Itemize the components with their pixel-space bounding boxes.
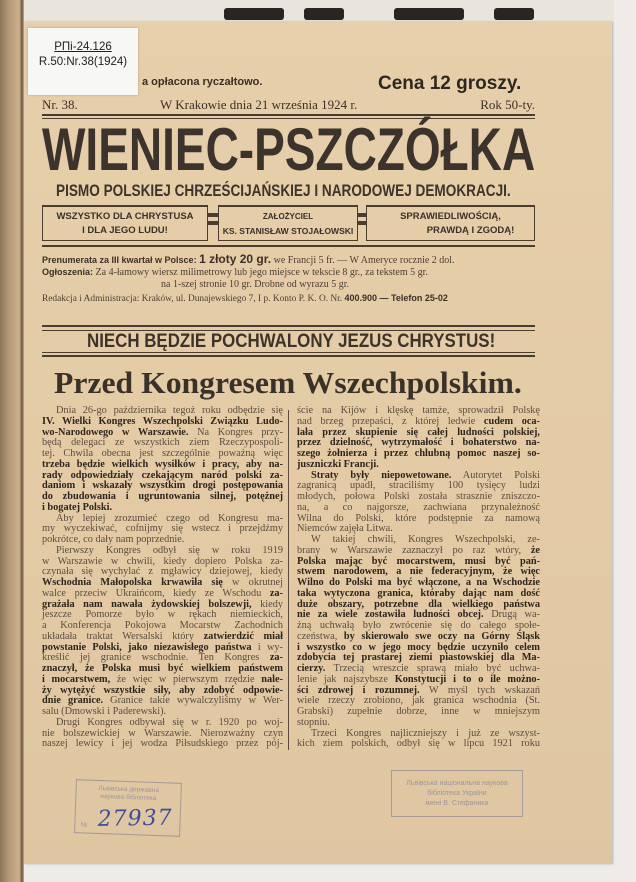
motto-line: I DLA JEGO LUDU!	[82, 225, 168, 236]
text: nie bolszewickiej w Warszawie. Nierozważny czyn	[42, 727, 283, 739]
bold-text: daniom i wskazały wszystkim drogi postępowania	[42, 480, 283, 492]
bold-text: Polska mając być mocarstwem, musi być pań-	[297, 555, 540, 567]
address-info: Redakcja i Administracja: Kraków, ul. Dunajewskiego 7, I p. Konto P. K. O. Nr. 400.900 — Telefon 25-02	[42, 293, 448, 304]
bold-text: by skierowało swe oczy na Górny Śląsk	[343, 630, 540, 642]
bold-text: ży wytężyć wszystkie siły, aby zdobyć odpowie-	[42, 684, 283, 696]
text: młodych, połowa Polski została strasznie zniszczo-	[297, 491, 540, 502]
column-divider	[288, 410, 289, 750]
place-date: W Krakowie dnia 21 września 1924 r.	[160, 97, 358, 112]
greeting-banner: NIECH BĘDZIE POCHWALONY JEZUS CHRYSTUS!	[87, 331, 496, 352]
bold-text: lała przez skupienie się całej ludności polskiej,	[297, 426, 540, 438]
text: Trzeci Kongres najliczniejszy i już ze wszyst-	[311, 727, 540, 739]
text: Wilna do Polski, które podstępnie za namową	[297, 512, 540, 524]
text: Drugi Kongres odbywał się w r. 1920 po woj-	[56, 716, 283, 728]
text: kich ziem polskich, odbył się w lipcu 1921 roku	[297, 738, 540, 750]
text: Granice takie wywalczyliśmy w Wer-	[103, 695, 283, 707]
bold-text: IV. Wielki Kongres Wszechpolski Związku Ludo-	[42, 415, 283, 427]
price: Cena 12 groszy.	[378, 73, 522, 94]
text: w Warszawie w chwili, kiedy dopiero Polska za-	[42, 555, 283, 567]
text: na, a co najgorsze, zachwiana przynależność	[297, 501, 540, 513]
bold-text: i wszystko co w jego mocy będzie uczyniło celem	[297, 641, 540, 653]
connector	[358, 213, 366, 217]
bold-text: powstanie Polski, jako niezawisłego państwa	[42, 641, 252, 653]
bold-text: za-	[269, 652, 283, 664]
bold-text: stwem narodowem, a nie federacyjnym, że więc	[297, 566, 540, 578]
inventory-row: № 27937	[80, 805, 173, 832]
bold-text: cudem oca-	[483, 415, 540, 427]
text: W takiej chwili, Kongres Wszechpolski, ze-	[311, 534, 540, 545]
text: W myśl tych wskazań	[419, 684, 540, 696]
text: Drugą wa-	[483, 609, 540, 621]
bold-text: zatwierdzić miał	[203, 630, 284, 642]
text: stopniu.	[297, 716, 330, 728]
bold-text: Straty były niepowetowane.	[311, 469, 452, 481]
bold-text: nale-	[261, 673, 284, 685]
text: pokrótce, co dały nam poprzednie.	[42, 534, 185, 545]
bold-text: za-	[269, 587, 283, 599]
bold-text: ści zdrowej i rozumnej.	[297, 684, 420, 696]
bold-text: zdobycia tej prastarej ziemi piastowskiej dla Ma-	[297, 652, 540, 664]
volume-number: R.50:Nr.38(1924)	[38, 56, 128, 68]
ads-info: Ogłoszenia: Za 4-łamowy wiersz milimetrowy lub jego miejsce w tekscie 8 gr., za tekstem 5 gr.	[42, 267, 428, 278]
library-ownership-stamp: Львівська національна наукова бібліотека України імені В. Стефаника	[391, 770, 523, 817]
call-number: РПі-24.126	[54, 41, 112, 53]
text: jeszcze Pomorze było w rękach niemieckich,	[42, 609, 283, 621]
issue-number: Nr. 38.	[42, 97, 78, 112]
text: nad brzeg przepaści, z której ledwie	[297, 415, 484, 427]
newspaper-subtitle: PISMO POLSKIEJ CHRZEŚCIJAŃSKIEJ I NARODOWEJ DEMOKRACJI.	[56, 181, 511, 200]
bold-text: szego żołnierza i przez chlubną pomoc naszej so-	[297, 448, 540, 459]
text: czeństwa,	[297, 630, 344, 642]
article-column-1	[42, 406, 283, 750]
bold-text: duże obszary, potrzebne dla wielkiego państwa	[297, 598, 540, 610]
text: Aby lepiej zrozumieć czego od Kongresu ma-	[56, 512, 283, 524]
adjacent-page-edge	[0, 0, 24, 882]
text: Pierwszy Kongres odbył się w roku 1919	[56, 544, 283, 556]
text: Autorytet Polski	[451, 469, 541, 481]
text: Na Kongres przy-	[188, 426, 283, 438]
text-line	[297, 739, 540, 750]
text-line	[42, 739, 283, 750]
text: będą delegaci ze wszystkich ziem Rzeczypospoli-	[42, 437, 283, 449]
founder-label: ZAŁOŻYCIEL	[262, 212, 314, 221]
bold-text: i mocarstwem,	[42, 673, 111, 685]
bold-text: juszniczki Francji.	[297, 458, 379, 470]
bold-text: że	[530, 544, 540, 556]
text: Niemców zajęła Litwa.	[297, 523, 393, 535]
text: my wyczekiwać, cofnijmy się wstecz i przejdźmy	[42, 523, 283, 535]
bold-text: przez dzielność, wytrzymałość i bohaterstwo na-	[297, 437, 540, 449]
founder-name: KS. STANISŁAW STOJAŁOWSKI	[222, 226, 354, 236]
motto-box	[366, 205, 535, 241]
article-headline: Przed Kongresem Wszechpolskim.	[54, 365, 522, 400]
text: Trzecią wreszcie sprawą miało być uchwa-	[325, 663, 540, 674]
bold-text: nie za wiele zostawiła ludności obcej.	[297, 609, 484, 621]
text: czynała się wychylać z mgławicy dziejowej, kiedy	[42, 566, 283, 578]
subscription-info: Prenumerata za III kwartał w Polsce: 1 złoty 20 gr. we Francji 5 fr. — W Ameryce rocznie 2 dol.	[42, 252, 455, 266]
motto-line: PRAWDĄ I ZGODĄ!	[426, 225, 515, 236]
text: naszej lewicy i jej wodza Piłsudskiego przez pój-	[42, 738, 283, 750]
text: tej. Chwila obecna jest szczególnie poważną więc	[42, 448, 283, 459]
bold-text: i bogatej Polski.	[42, 501, 113, 513]
previous-page-bleed	[24, 0, 614, 24]
rule	[42, 325, 535, 327]
text: zagranicą upadł, straciliśmy 100 tysięcy ludzi	[297, 480, 540, 492]
text: brany w Warszawie zaznaczył po raz wtóry,	[297, 544, 531, 556]
text: żną uchwałą było zwrócenie się do całego społe-	[297, 620, 540, 631]
bold-text: rady odpowiedziały czekającym naród polski za-	[42, 469, 283, 481]
rule	[42, 355, 535, 357]
postage-note: a opłacona ryczałtowo.	[142, 76, 263, 88]
rule	[42, 352, 535, 353]
bold-text: Wilno do Polski ma być włączone, a na Wschodzie	[297, 577, 540, 588]
library-inventory-stamp: Львівська державна наукова бібліотека № 27937	[74, 779, 182, 837]
bold-text: wo-Narodowego w Warszawie.	[42, 426, 189, 438]
ads-info-2: na 1-szej stronie 10 gr. Drobne od wyrazu 5 gr.	[161, 279, 350, 290]
bold-text: Wschodnia Małopolska krwawiła się	[42, 577, 223, 588]
motto-line: WSZYSTKO DLA CHRYSTUSA	[56, 211, 194, 222]
motto-box	[42, 205, 208, 241]
bold-text: do zbudowania i ugruntowania silnej, potężnej	[42, 491, 283, 502]
text: walce przeciw Ukraińcom, kiedy ze Wschodu	[42, 587, 270, 599]
bold-text: Konstytucji i to o ile możno-	[394, 673, 540, 685]
motto-line: SPRAWIEDLIWOŚCIĄ,	[400, 211, 501, 222]
text: a Konferencja Pokojowa Mocarstw Zachodnich	[42, 620, 283, 631]
founder-box	[218, 205, 358, 241]
text: i wy-	[251, 641, 283, 653]
bold-text: znaczył, że Polska musi być wielkiem państwem	[42, 663, 283, 674]
newspaper-title: WIENIEC-PSZCZÓŁKA	[42, 116, 536, 183]
text: kiedy	[251, 598, 283, 610]
bold-text: grażała nam nawała żydowskiej bolszewji,	[42, 598, 252, 610]
text: w okrutnej	[222, 577, 283, 588]
rule	[42, 245, 535, 247]
text: Dnia 26-go października tegoż roku odbędzie się	[56, 405, 283, 416]
bold-text: taka wytyczona granica, któraby dając nam dość	[297, 587, 540, 599]
text: lenie jak najszybsze	[297, 673, 395, 685]
bold-text: cierzy.	[297, 663, 326, 674]
text: że więc w pierwszym rzędzie	[110, 673, 262, 685]
article-column-2	[297, 406, 540, 750]
connector	[208, 213, 218, 217]
text: kreślić jej granice wschodnie. Ten Kongres	[42, 652, 270, 664]
text: salu (Dmowski i Paderewski).	[42, 706, 167, 717]
text-line	[297, 707, 540, 718]
bold-text: dnie granice.	[42, 695, 104, 707]
library-call-number-label	[28, 28, 138, 95]
text: układała traktat Wersalski który	[42, 630, 204, 642]
text: wiele rzeczy zrobiono, jak granica wschodnia (St.	[297, 695, 540, 707]
volume-year: Rok 50-ty.	[480, 97, 535, 112]
text: ście na Kijów i klęskę tamże, sprowadził Polskę	[297, 405, 540, 416]
bold-text: trzeba będzie wielkich wysiłków i pracy, aby na-	[42, 458, 283, 470]
handwritten-inventory-number: 27937	[97, 805, 173, 832]
text: Grabski) zupełnie dobrze, inne w mniejszym	[297, 706, 540, 717]
